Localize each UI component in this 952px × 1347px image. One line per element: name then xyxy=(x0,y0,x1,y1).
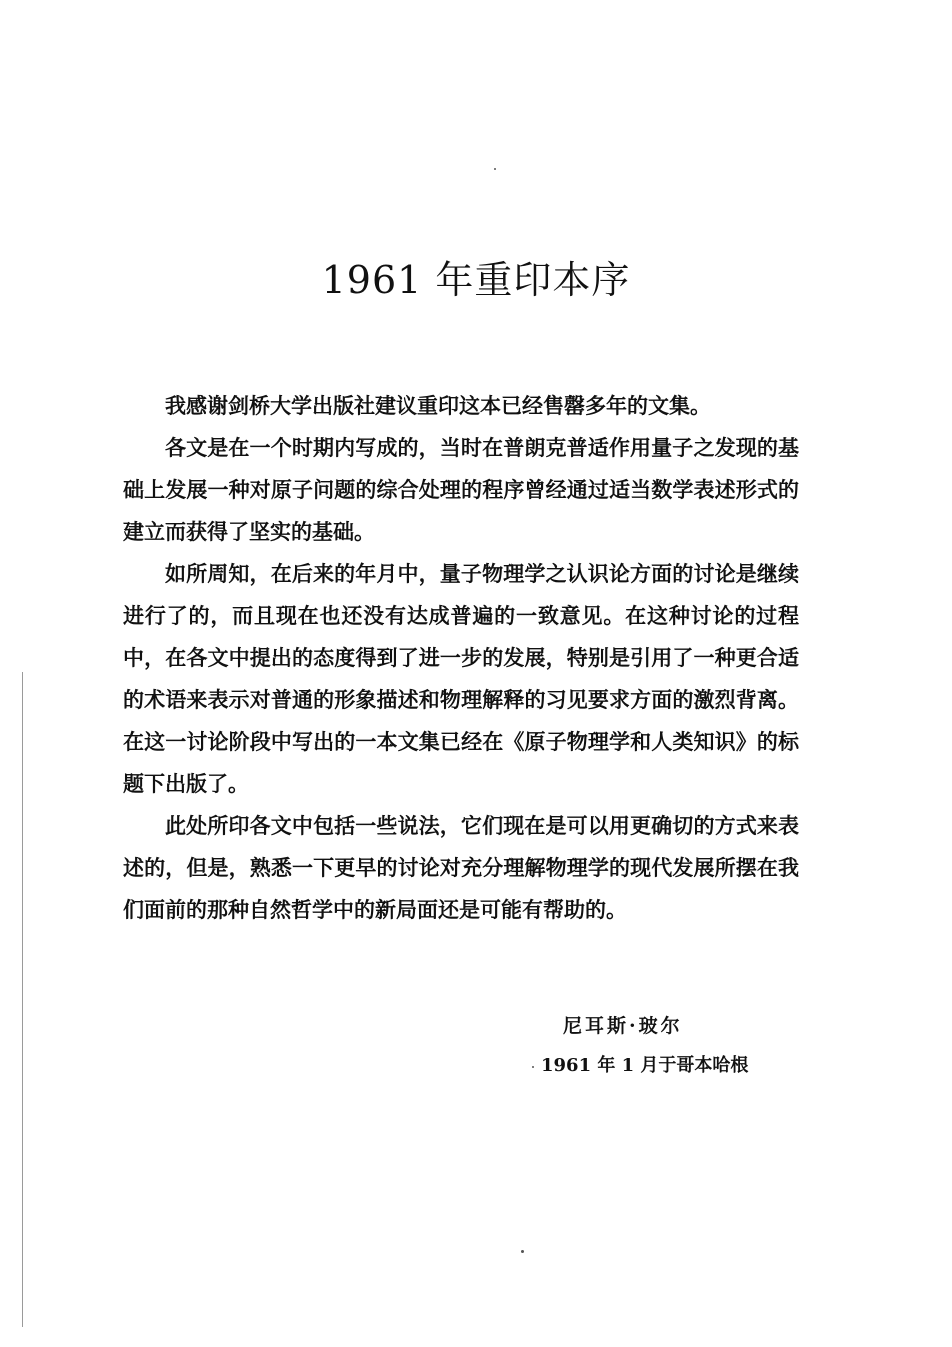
paragraph: 如所周知，在后来的年月中，量子物理学之认识论方面的讨论是继续进行了的，而且现在也还没有达成普遍的一致意见。在这种讨论的过程中，在各文中提出的态度得到了进一步的发展，特别是引用了一种更合适的术语来表示对普通的形象描述和物理解释的习见要求方面的激烈背离。在这一讨论阶段中写出的一本文集已经在《原子物理学和人类知识》的标题下出版了。 xyxy=(123,561,799,796)
scan-speck xyxy=(521,1250,524,1253)
paragraph: 我感谢剑桥大学出版社建议重印这本已经售罄多年的文集。 xyxy=(165,393,711,418)
author-signature: 尼耳斯·玻尔 xyxy=(563,1015,683,1037)
scan-edge-line xyxy=(22,672,23,1327)
scan-speck xyxy=(532,1066,534,1068)
page-title: 1961 年重印本序 xyxy=(321,258,631,302)
scan-speck xyxy=(494,168,496,170)
paragraph: 此处所印各文中包括一些说法，它们现在是可以用更确切的方式来表述的，但是，熟悉一下更早的讨论对充分理解物理学的现代发展所摆在我们面前的那种自然哲学中的新局面还是可能有帮助的。 xyxy=(123,813,799,922)
dateline: 1961 年 1 月于哥本哈根 xyxy=(541,1055,749,1076)
preface-body xyxy=(123,385,799,931)
paragraph: 各文是在一个时期内写成的，当时在普朗克普适作用量子之发现的基础上发展一种对原子问题的综合处理的程序曾经通过适当数学表述形式的建立而获得了坚实的基础。 xyxy=(123,435,799,544)
